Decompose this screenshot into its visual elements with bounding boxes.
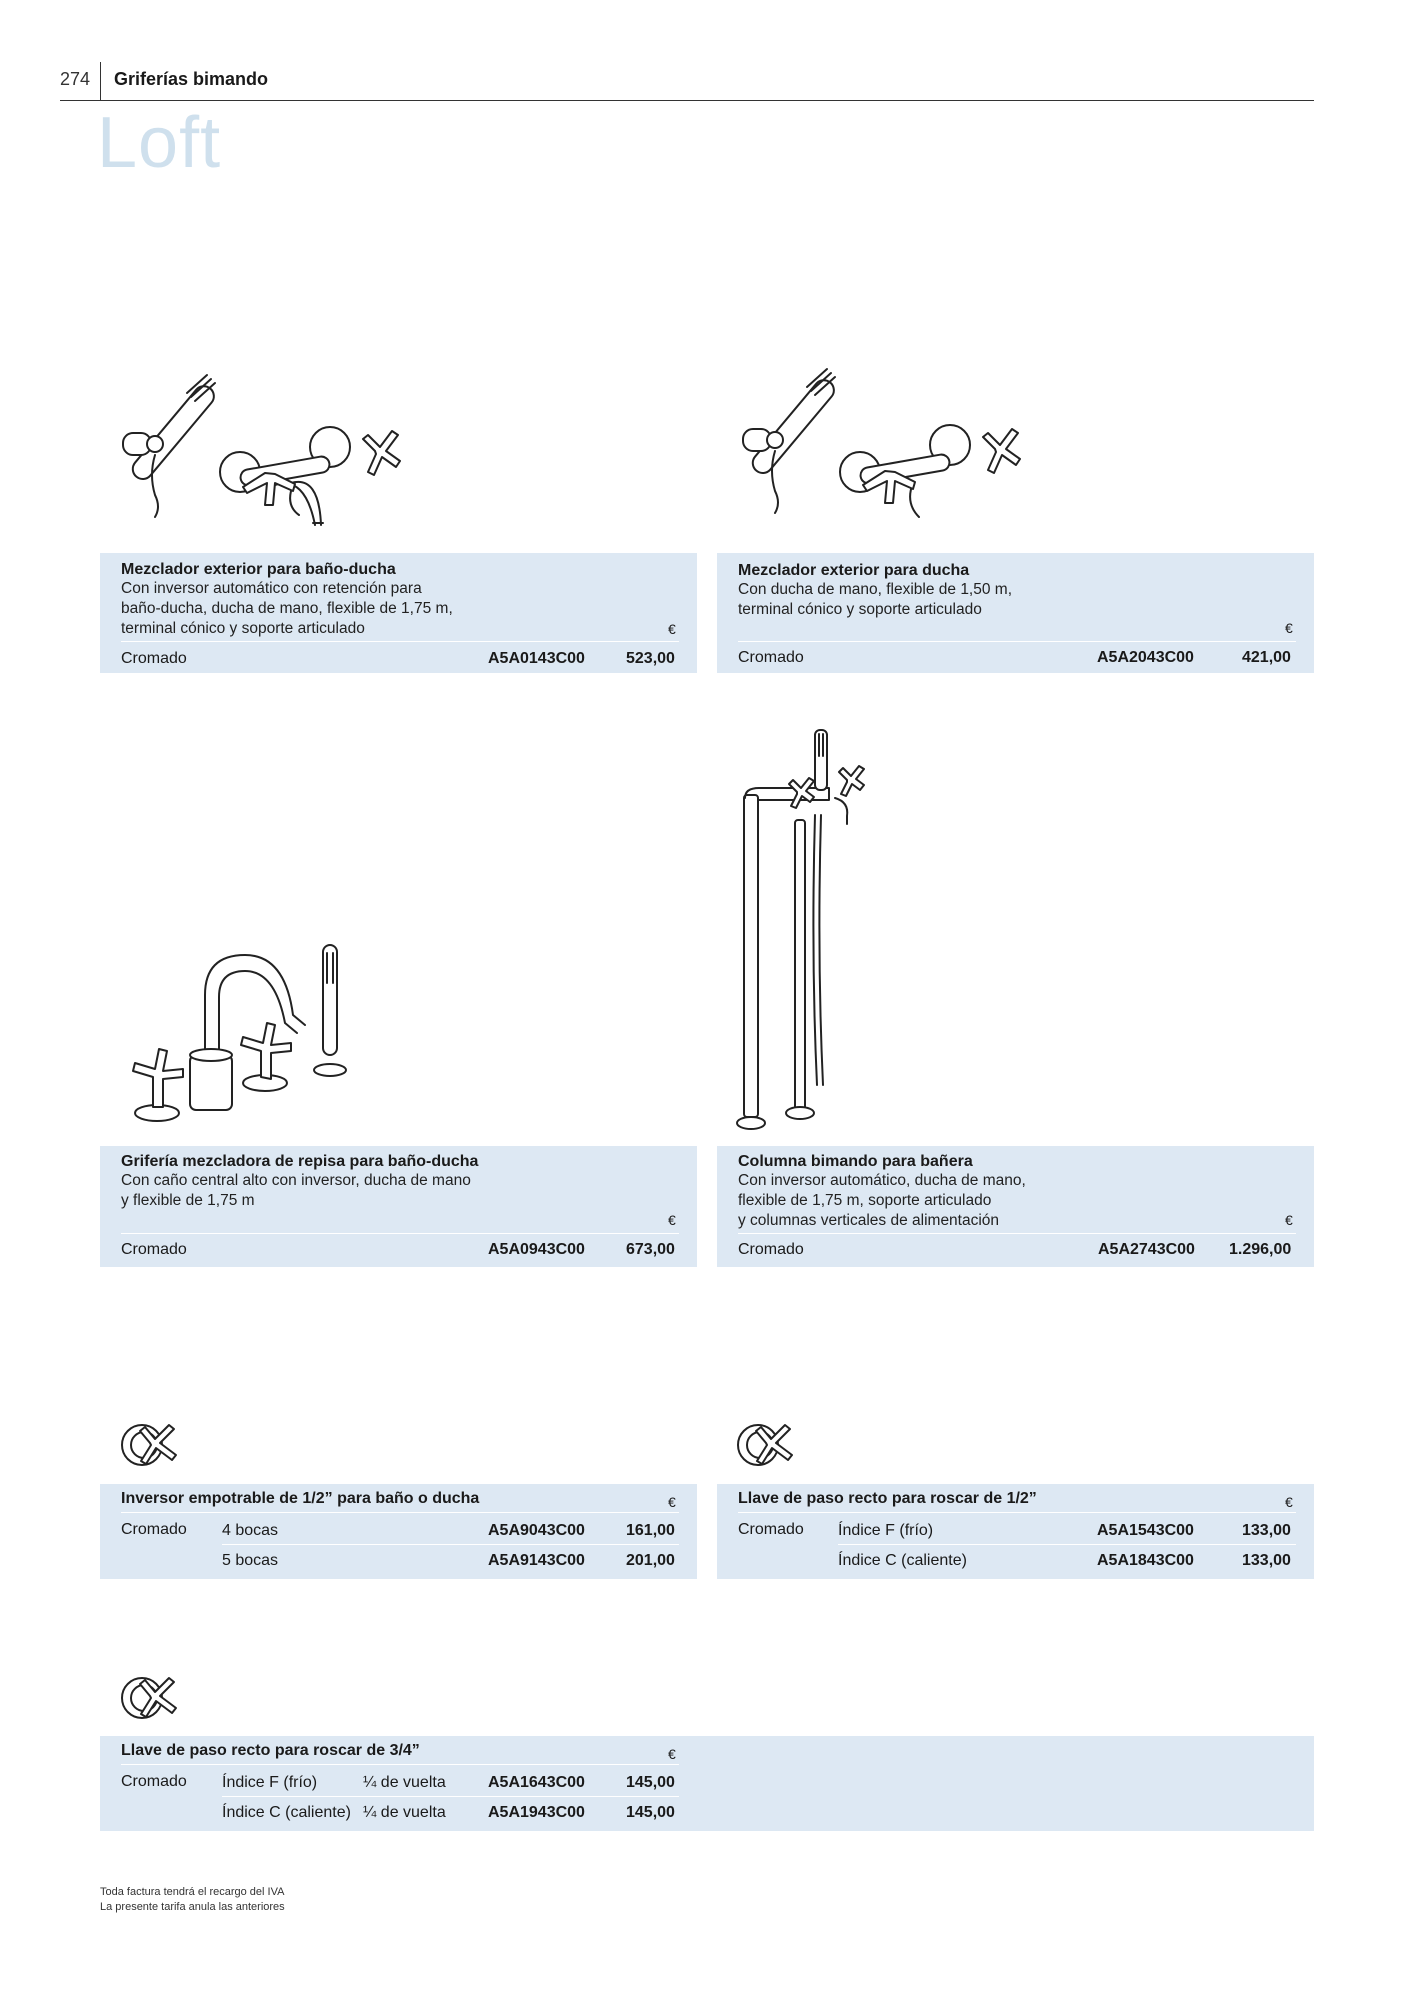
finish-label: Cromado — [738, 1521, 804, 1538]
currency-symbol: € — [1285, 1494, 1293, 1510]
product-card — [100, 1736, 1314, 1831]
product-card — [717, 553, 1314, 673]
product-price: 161,00 — [626, 1522, 675, 1539]
currency-symbol: € — [668, 1494, 676, 1510]
product-price: 145,00 — [626, 1804, 675, 1821]
currency-symbol: € — [668, 621, 676, 637]
freestanding-column-illustration — [735, 720, 865, 1140]
currency-symbol: € — [668, 1212, 676, 1228]
product-card — [100, 1146, 697, 1267]
product-description: Con inversor automático, ducha de mano, flexible de 1,75 m, soporte articulado y columnas verticales de alimentación — [738, 1172, 1026, 1229]
product-card — [717, 1484, 1314, 1579]
row-divider — [121, 641, 679, 642]
variant-label: Índice F (frío) — [838, 1522, 934, 1539]
row-divider — [738, 1233, 1296, 1234]
footer-note — [100, 1885, 285, 1915]
product-description: Con inversor automático con retención para baño-ducha, ducha de mano, flexible de 1,75 m, terminal cónico y soporte articulado — [121, 580, 453, 637]
section-title: Griferías bimando — [114, 69, 269, 89]
product-description: Con caño central alto con inversor, ducha de mano y flexible de 1,75 m — [121, 1172, 471, 1209]
product-code: A5A9143C00 — [488, 1552, 585, 1569]
product-code: A5A0943C00 — [488, 1241, 585, 1258]
product-price: 145,00 — [626, 1774, 675, 1791]
row-divider — [121, 1764, 679, 1765]
variant-label: Índice C (caliente) — [838, 1552, 967, 1569]
product-card — [100, 1484, 697, 1579]
page-number: 274 — [60, 69, 91, 89]
footer-line-vat: Toda factura tendrá el recargo del IVA — [100, 1886, 285, 1898]
header-rule — [60, 100, 1314, 101]
collection-title: Loft — [97, 103, 222, 183]
row-divider — [121, 1512, 679, 1513]
footer-line-tariff: La presente tarifa anula las anteriores — [100, 1901, 285, 1913]
product-title: Llave de paso recto para roscar de 3/4” — [121, 1742, 420, 1759]
product-price: 1.296,00 — [1229, 1241, 1292, 1258]
product-title: Inversor empotrable de 1/2” para baño o ducha — [121, 1490, 480, 1507]
finish-label: Cromado — [121, 1241, 187, 1258]
diverter-valve-illustration — [118, 1417, 188, 1473]
product-title: Columna bimando para bañera — [738, 1153, 973, 1170]
product-code: A5A0143C00 — [488, 650, 585, 667]
currency-symbol: € — [668, 1746, 676, 1762]
row-divider — [222, 1544, 679, 1545]
product-title: Mezclador exterior para ducha — [738, 562, 970, 579]
finish-label: Cromado — [738, 1241, 804, 1258]
product-description: Con ducha de mano, flexible de 1,50 m, terminal cónico y soporte articulado — [738, 581, 1013, 618]
row-divider — [222, 1796, 679, 1797]
row-divider — [738, 1512, 1296, 1513]
header-divider — [100, 62, 101, 100]
product-price: 201,00 — [626, 1552, 675, 1569]
product-title: Llave de paso recto para roscar de 1/2” — [738, 1490, 1037, 1507]
product-title: Grifería mezcladora de repisa para baño-ducha — [121, 1153, 479, 1170]
product-title: Mezclador exterior para baño-ducha — [121, 561, 396, 578]
finish-label: Cromado — [121, 650, 187, 667]
finish-label: Cromado — [121, 1521, 187, 1538]
shower-mixer-illustration — [735, 355, 1045, 545]
deck-mixer-illustration — [115, 935, 375, 1135]
product-price: 421,00 — [1242, 649, 1291, 666]
row-divider — [738, 641, 1296, 642]
currency-symbol: € — [1285, 1212, 1293, 1228]
bath-shower-mixer-illustration — [115, 355, 425, 545]
variant-label: 4 bocas — [222, 1522, 279, 1539]
product-price: 133,00 — [1242, 1552, 1291, 1569]
product-code: A5A1943C00 — [488, 1804, 585, 1821]
product-code: A5A2043C00 — [1097, 649, 1194, 666]
product-code: A5A1643C00 — [488, 1774, 585, 1791]
row-divider — [121, 1233, 679, 1234]
stop-valve-half-inch-illustration — [734, 1417, 804, 1473]
product-code: A5A1543C00 — [1097, 1522, 1194, 1539]
product-code: A5A9043C00 — [488, 1522, 585, 1539]
finish-label: Cromado — [738, 649, 804, 666]
stop-valve-three-quarter-illustration — [118, 1670, 188, 1726]
variant-label: 5 bocas — [222, 1552, 279, 1569]
row-divider — [838, 1544, 1296, 1545]
variant-label: Índice F (frío) — [222, 1774, 318, 1791]
variant-label: Índice C (caliente) — [222, 1804, 351, 1821]
currency-symbol: € — [1285, 620, 1293, 636]
product-card — [100, 553, 697, 673]
turn-label: ¼ de vuelta — [363, 1804, 446, 1821]
product-card — [717, 1146, 1314, 1267]
finish-label: Cromado — [121, 1773, 187, 1790]
product-price: 523,00 — [626, 650, 675, 667]
product-price: 673,00 — [626, 1241, 675, 1258]
product-price: 133,00 — [1242, 1522, 1291, 1539]
turn-label: ¼ de vuelta — [363, 1774, 446, 1791]
product-code: A5A2743C00 — [1098, 1241, 1195, 1258]
product-code: A5A1843C00 — [1097, 1552, 1194, 1569]
